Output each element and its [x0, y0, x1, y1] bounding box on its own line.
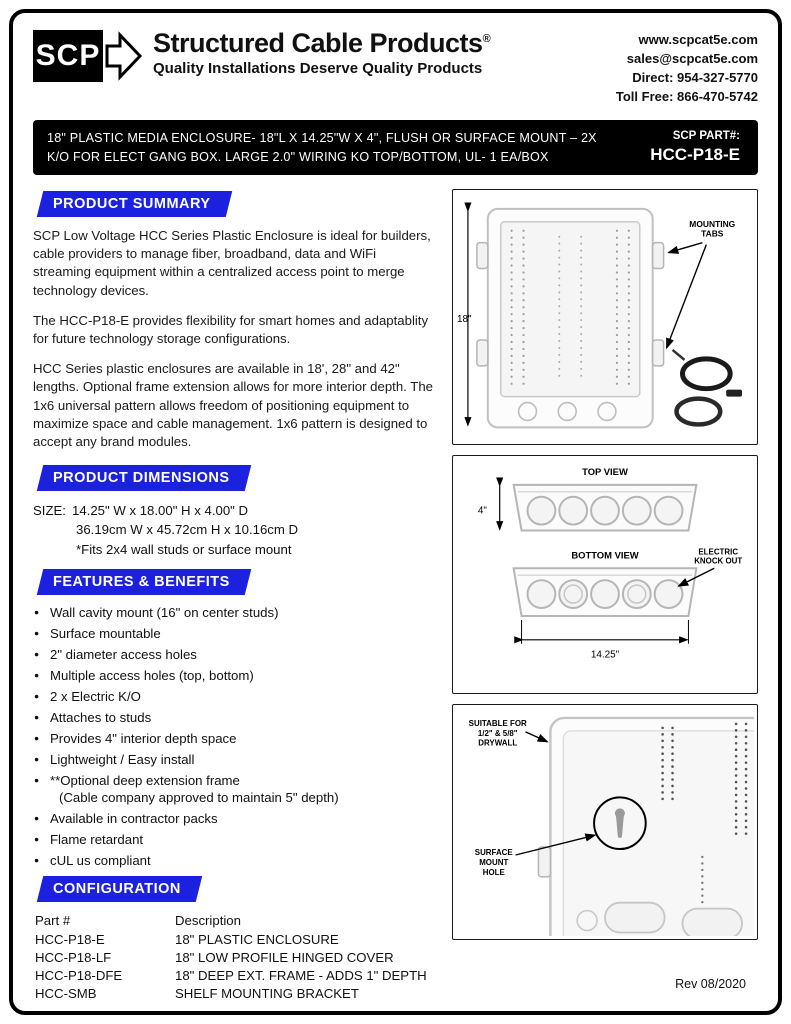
feature-item: ● 2" diameter access holes	[33, 647, 436, 662]
size-imperial: 14.25" W x 18.00" H x 4.00" D	[71, 503, 249, 519]
scp-logo-box: SCP	[33, 30, 103, 82]
feature-item: ● Attaches to studs	[33, 710, 436, 725]
part-number-label: SCP PART#:	[672, 130, 740, 143]
size-metric: 36.19cm W x 45.72cm H x 10.16cm D	[76, 522, 299, 538]
summary-paragraph: HCC Series plastic enclosures are available in 18', 28" and 42" lengths. Optional frame extension allows for more interior depth. The 1x6 universal pattern allows freedom of positioning equipment to maximize space and cable management. 1x6 pattern is designed to accept any brand modules.	[33, 361, 433, 450]
accessories-photo	[673, 350, 743, 424]
height-dimension-label: 18"	[456, 314, 472, 326]
drywall-label: SUITABLE FOR	[468, 718, 527, 728]
brand-text: Structured Cable Products	[153, 28, 483, 58]
access-hole	[591, 497, 619, 525]
feature-item: ● Multiple access holes (top, bottom)	[33, 668, 436, 683]
wiring-knockout	[682, 908, 742, 936]
coiled-cable	[677, 398, 721, 424]
section-header-features-benefits	[37, 569, 251, 595]
electric-knockout-label: ELECTRIC	[698, 547, 739, 557]
section-header-label: CONFIGURATION	[53, 880, 181, 897]
access-hole	[528, 580, 556, 608]
surface-mount-label: SURFACE	[474, 847, 513, 857]
section-header-label: PRODUCT DIMENSIONS	[53, 470, 230, 487]
access-hole	[655, 580, 683, 608]
datasheet-page	[9, 9, 782, 1015]
access-hole	[655, 497, 683, 525]
access-hole	[528, 497, 556, 525]
product-description: 18" PLASTIC MEDIA ENCLOSURE- 18"L X 14.25"W X 4", FLUSH OR SURFACE MOUNT – 2X K/O FOR ELECT GANG BOX. LARGE 2.0" WIRING KO TOP/BOTTOM, UL- 1 EA/BOX	[47, 131, 597, 164]
views-drawing	[456, 459, 754, 689]
feature-item: ● **Optional deep extension frame	[33, 773, 436, 788]
configuration-header-row	[35, 912, 427, 931]
feature-item: ● Surface mountable	[33, 626, 436, 641]
access-hole	[623, 497, 651, 525]
product-summary	[33, 227, 436, 451]
part-number-block	[650, 130, 744, 165]
feature-item: ● Flame retardant	[33, 832, 436, 847]
contact-direct: Direct: 954-327-5770	[632, 69, 758, 85]
cable-connector	[726, 390, 742, 397]
wiring-knockout	[605, 902, 665, 932]
description-cell: SHELF MOUNTING BRACKET	[175, 986, 359, 1002]
description-cell: 18" LOW PROFILE HINGED COVER	[175, 950, 394, 966]
mounting-tab	[653, 340, 664, 366]
surface-mount-label: HOLE	[482, 867, 505, 877]
feature-item: ● Available in contractor packs	[33, 811, 436, 826]
access-hole	[559, 497, 587, 525]
revision-label: Rev 08/2020	[675, 977, 746, 991]
top-view-label: TOP VIEW	[582, 466, 628, 478]
feature-item: ● Lightweight / Easy install	[33, 752, 436, 767]
left-column	[33, 189, 436, 1003]
description-cell: 18" DEEP EXT. FRAME - ADDS 1" DEPTH	[175, 968, 427, 984]
detail-drawing	[456, 708, 754, 936]
registered-mark: ®	[482, 33, 491, 45]
size-note: *Fits 2x4 wall studs or surface mount	[76, 541, 292, 557]
drywall-label: 1/2" & 5/8"	[477, 728, 518, 738]
brand-name	[153, 29, 490, 57]
drywall-label: DRYWALL	[478, 738, 518, 748]
figure-top-bottom-views	[452, 455, 758, 693]
size-label: SIZE:	[33, 503, 66, 519]
access-hole	[591, 580, 619, 608]
section-header-product-summary	[37, 191, 232, 217]
drywall-arrow	[526, 731, 548, 741]
header	[33, 29, 758, 106]
feature-item: ● 2 x Electric K/O	[33, 689, 436, 704]
part-cell: HCC-P18-LF	[35, 950, 112, 966]
part-cell: HCC-P18-DFE	[35, 968, 123, 984]
feature-item-continuation: (Cable company approved to maintain 5" depth)	[59, 789, 339, 805]
right-column	[452, 189, 758, 1003]
column-header-description: Description	[175, 912, 241, 928]
contact-block	[616, 29, 758, 106]
summary-paragraph: SCP Low Voltage HCC Series Plastic Enclosure is ideal for builders, cable providers to manage fiber, broadband, data and WiFi streaming equipment within a centralized access point to merge technology devices.	[33, 227, 431, 298]
mounting-tabs-arrow	[669, 243, 703, 253]
column-header-part: Part #	[35, 912, 71, 928]
mounting-tab	[538, 847, 550, 877]
contact-website[interactable]: www.scpcat5e.com	[638, 32, 758, 47]
part-cell: HCC-SMB	[35, 986, 97, 1002]
configuration-table	[35, 912, 427, 1003]
feature-item: ● cUL us compliant	[33, 853, 436, 868]
figure-front-view	[452, 189, 758, 445]
enclosure-opening	[501, 222, 640, 397]
table-row	[35, 931, 427, 949]
cable-end	[673, 350, 685, 360]
coiled-cable	[682, 359, 730, 389]
mounting-tab	[477, 340, 488, 366]
section-header-product-dimensions	[37, 465, 251, 491]
product-title-bar	[33, 120, 758, 175]
mounting-tab	[477, 243, 488, 269]
electric-knockout-label: KNOCK OUT	[694, 556, 743, 566]
section-header-configuration	[37, 876, 202, 902]
part-number-value: HCC-P18-E	[650, 145, 740, 165]
electric-knockout	[623, 580, 651, 608]
section-header-label: PRODUCT SUMMARY	[53, 195, 211, 212]
electric-knockout	[559, 580, 587, 608]
logo-arrow-icon	[105, 29, 143, 83]
product-dimensions	[33, 501, 436, 558]
feature-item: ● Provides 4" interior depth space	[33, 731, 436, 746]
brand-tagline: Quality Installations Deserve Quality Products	[153, 60, 483, 78]
feature-item: ● Wall cavity mount (16" on center studs)	[33, 605, 436, 620]
brand-block	[153, 29, 490, 77]
table-row	[35, 985, 427, 1003]
mounting-tabs-arrow	[667, 245, 707, 348]
front-view-drawing	[456, 193, 754, 441]
section-header-label: FEATURES & BENEFITS	[53, 573, 230, 590]
contact-tollfree: Toll Free: 866-470-5742	[615, 88, 758, 104]
mounting-tabs-label: TABS	[701, 228, 724, 239]
contact-email[interactable]: sales@scpcat5e.com	[626, 50, 758, 66]
features-list	[33, 605, 436, 868]
surface-mount-label: MOUNT	[479, 857, 509, 867]
main-content	[33, 189, 758, 1003]
summary-paragraph: The HCC-P18-E provides flexibility for smart homes and adaptablity for future technology storage configurations.	[33, 312, 429, 346]
table-row	[35, 949, 427, 967]
depth-dimension-label: 4"	[477, 505, 487, 517]
width-dimension-label: 14.25"	[590, 649, 620, 661]
description-cell: 18" PLASTIC ENCLOSURE	[175, 932, 339, 948]
figure-surface-mount-detail	[452, 704, 758, 940]
scp-logo	[33, 29, 143, 83]
part-cell: HCC-P18-E	[35, 932, 105, 948]
bottom-view-label: BOTTOM VIEW	[571, 549, 639, 561]
table-row	[35, 967, 427, 985]
mounting-tab	[653, 243, 664, 269]
mounting-tabs-label: MOUNTING	[689, 218, 736, 229]
